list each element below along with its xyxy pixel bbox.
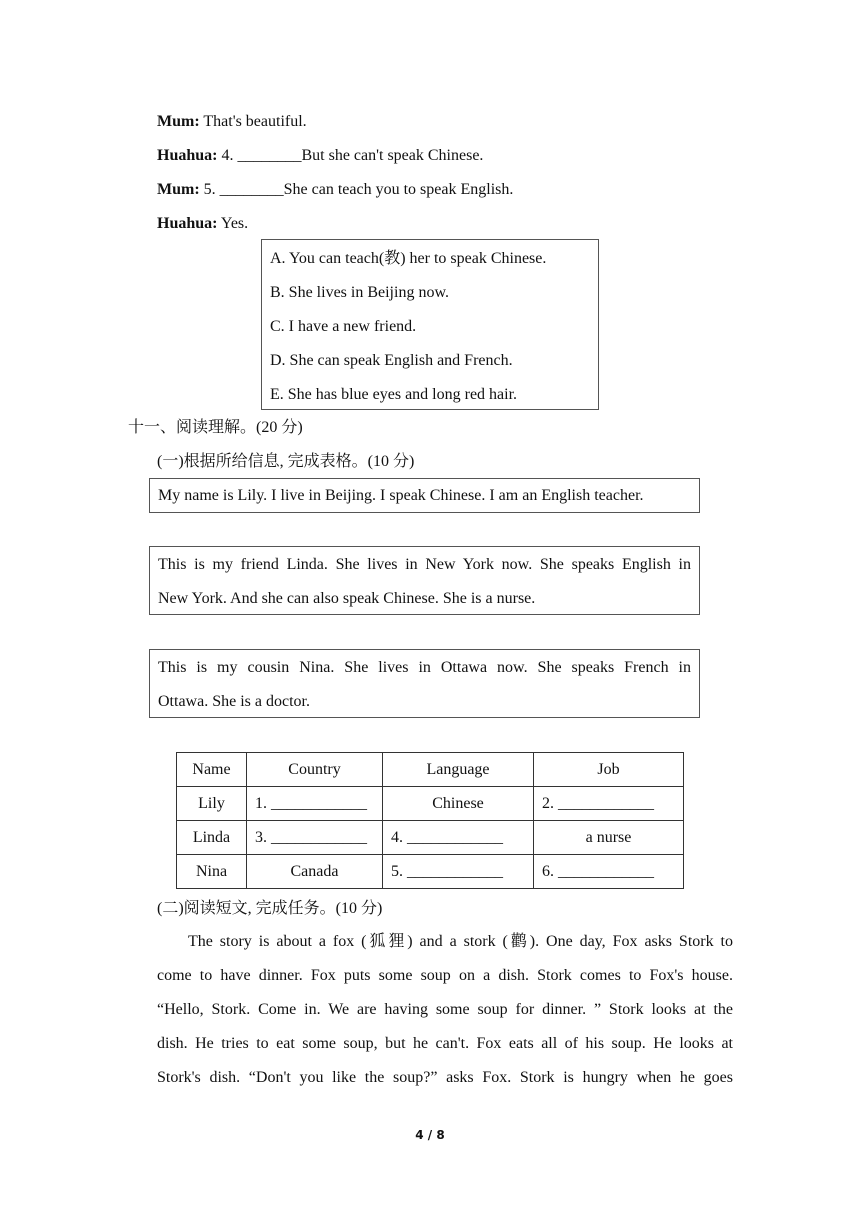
table-cell: 4. ____________ (383, 821, 534, 855)
table-header: Job (534, 753, 684, 787)
dialogue-text: 5. ________She can teach you to speak English. (199, 181, 514, 198)
dialogue-line (157, 180, 513, 200)
info-table (176, 752, 684, 889)
option-d: D. She can speak English and French. (270, 352, 513, 369)
info-text-line: This is my friend Linda. She lives in New York now. She speaks English in (158, 556, 691, 573)
table-cell: 1. ____________ (247, 787, 383, 821)
story-line: The story is about a fox (狐狸) and a stork (鹳). One day, Fox asks Stork to (188, 933, 733, 950)
story-line: “Hello, Stork. Come in. We are having some soup for dinner. ” Stork looks at the (157, 1001, 733, 1018)
section-title: 十一、阅读理解。(20 分) (128, 419, 303, 436)
table-header: Country (247, 753, 383, 787)
info-text: My name is Lily. I live in Beijing. I speak Chinese. I am an English teacher. (158, 487, 644, 504)
table-cell: 5. ____________ (383, 855, 534, 889)
speaker-label: Huahua: (157, 215, 218, 232)
option-b: B. She lives in Beijing now. (270, 284, 449, 301)
table-cell: 6. ____________ (534, 855, 684, 889)
story-line: dish. He tries to eat some soup, but he can't. Fox eats all of his soup. He looks at (157, 1035, 733, 1052)
info-text-line: This is my cousin Nina. She lives in Ottawa now. She speaks French in (158, 659, 691, 676)
part1-title: (一)根据所给信息, 完成表格。(10 分) (157, 453, 415, 470)
table-header-row (177, 753, 684, 787)
info-box-linda (149, 546, 700, 615)
options-box (261, 239, 599, 410)
table-row (177, 787, 684, 821)
dialogue-text: 4. ________But she can't speak Chinese. (217, 147, 484, 164)
speaker-label: Mum: (157, 181, 200, 198)
table-cell: a nurse (534, 821, 684, 855)
speaker-label: Huahua: (157, 147, 218, 164)
info-text-line: New York. And she can also speak Chinese. She is a nurse. (158, 590, 536, 607)
table-row (177, 855, 684, 889)
table-cell: Chinese (383, 787, 534, 821)
dialogue-line (157, 112, 307, 132)
table-cell: 2. ____________ (534, 787, 684, 821)
info-text (158, 651, 691, 719)
table-cell: Lily (177, 787, 247, 821)
dialogue-text: Yes. (217, 215, 249, 232)
dialogue-line (157, 214, 248, 234)
table-header: Language (383, 753, 534, 787)
part2-title: (二)阅读短文, 完成任务。(10 分) (157, 900, 383, 917)
table-cell: Linda (177, 821, 247, 855)
dialogue-text: That's beautiful. (199, 113, 307, 130)
dialogue-line (157, 146, 483, 166)
option-c: C. I have a new friend. (270, 318, 417, 335)
option-a: A. You can teach(教) her to speak Chinese. (270, 250, 547, 267)
table-cell: Nina (177, 855, 247, 889)
table-cell: 3. ____________ (247, 821, 383, 855)
info-box-nina (149, 649, 700, 718)
speaker-label: Mum: (157, 113, 200, 130)
option-e: E. She has blue eyes and long red hair. (270, 386, 518, 403)
table-cell: Canada (247, 855, 383, 889)
table-header: Name (177, 753, 247, 787)
story-paragraph (157, 925, 733, 1095)
story-line: Stork's dish. “Don't you like the soup?” asks Fox. Stork is hungry when he goes (157, 1069, 733, 1086)
table-row (177, 821, 684, 855)
info-text (158, 548, 691, 616)
info-box-lily (149, 478, 700, 513)
info-text-line: Ottawa. She is a doctor. (158, 693, 310, 710)
story-line: come to have dinner. Fox puts some soup on a dish. Stork comes to Fox's house. (157, 967, 733, 984)
page-number: 4 / 8 (415, 1128, 445, 1142)
